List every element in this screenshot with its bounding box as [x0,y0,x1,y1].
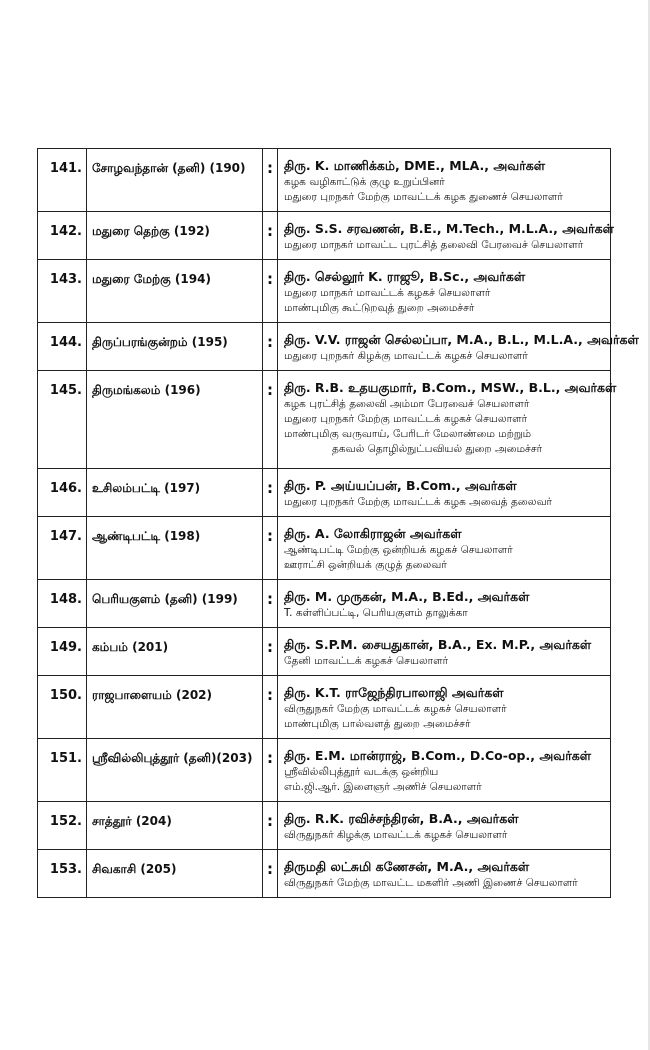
candidate-roles [284,175,608,205]
candidate-name: திரு. R.K. ரவிச்சந்திரன், B.A., அவர்கள் [284,811,519,826]
constituency-name: ஸ்ரீவில்லிபுத்தூர் (தனி)(203) [87,739,263,802]
candidate-role: T. கள்ளிப்பட்டி, பெரியகுளம் தாலுக்கா [284,607,468,619]
constituency-name: திருப்பரங்குன்றம் (195) [87,323,263,371]
candidate-role: எம்.ஜி.ஆர். இளைஞர் அணிச் செயலாளர் [284,781,482,793]
candidate-roles [284,349,608,364]
serial-number: 142. [38,212,87,260]
candidate-roles [284,238,608,253]
serial-number: 149. [38,628,87,676]
candidate-role: மாண்புமிகு வருவாய், பேரிடர் மேலாண்மை மற்றும் [284,428,532,440]
candidate-row [38,676,611,739]
serial-number: 144. [38,323,87,371]
candidate-row [38,517,611,580]
candidate-row [38,469,611,517]
candidate-details [278,517,611,580]
candidate-row [38,580,611,628]
separator-colon: : [263,149,278,212]
constituency-name: மதுரை மேற்கு (194) [87,260,263,323]
separator-colon: : [263,517,278,580]
candidate-role: ஊராட்சி ஒன்றியக் குழுத் தலைவர் [284,559,447,571]
candidate-name: திரு. A. லோகிராஜன் அவர்கள் [284,526,462,541]
separator-colon: : [263,371,278,469]
candidate-details [278,739,611,802]
candidate-role: கழக வழிகாட்டுக் குழு உறுப்பினர் [284,176,445,188]
candidate-role: விருதுநகர் மேற்கு மாவட்ட மகளிர் அணி இணைச் செயலாளர் [284,877,578,889]
candidate-name: திரு. S.P.M. சையதுகான், B.A., Ex. M.P., அவர்கள் [284,637,592,652]
candidate-details [278,802,611,850]
separator-colon: : [263,850,278,898]
candidate-row [38,323,611,371]
constituency-name: கம்பம் (201) [87,628,263,676]
candidate-row [38,628,611,676]
candidate-row [38,802,611,850]
candidate-name: திரு. M. முருகன், M.A., B.Ed., அவர்கள் [284,589,530,604]
candidate-role: கழக புரட்சித் தலைவி அம்மா பேரவைச் செயலாளர் [284,398,530,410]
candidate-role: ஸ்ரீவில்லிபுத்தூர் வடக்கு ஒன்றிய [284,766,439,778]
candidate-role: தகவல் தொழில்நுட்பவியல் துறை அமைச்சர் [332,443,543,455]
serial-number: 141. [38,149,87,212]
candidate-role: மதுரை புறநகர் மேற்கு மாவட்டக் கழக துணைச் செயலாளர் [284,191,563,203]
candidate-roles [284,654,608,669]
candidate-details [278,371,617,469]
serial-number: 150. [38,676,87,739]
candidate-name: திருமதி லட்சுமி கணேசன், M.A., அவர்கள் [284,859,530,874]
candidate-roles [284,765,608,795]
constituency-name: பெரியகுளம் (தனி) (199) [87,580,263,628]
candidate-row [38,371,611,469]
serial-number: 146. [38,469,87,517]
candidate-row [38,739,611,802]
candidate-name: திரு. S.S. சரவணன், B.E., M.Tech., M.L.A., அவர்கள் [284,221,614,236]
serial-number: 153. [38,850,87,898]
candidate-role: மதுரை மாநகர் மாவட்டக் கழகச் செயலாளர் [284,287,491,299]
candidate-roles [284,702,608,732]
separator-colon: : [263,676,278,739]
candidate-details [278,212,614,260]
constituency-name: ஆண்டிபட்டி (198) [87,517,263,580]
separator-colon: : [263,802,278,850]
candidate-roles [284,286,608,316]
candidate-details [278,676,611,739]
candidate-role: தேனி மாவட்டக் கழகச் செயலாளர் [284,655,449,667]
candidate-row [38,149,611,212]
candidate-row [38,212,611,260]
separator-colon: : [263,580,278,628]
serial-number: 145. [38,371,87,469]
candidate-role: மாண்புமிகு பால்வளத் துறை அமைச்சர் [284,718,471,730]
serial-number: 147. [38,517,87,580]
candidate-role: மதுரை மாநகர் மாவட்ட புரட்சித் தலைவி பேரவைச் செயலாளர் [284,239,584,251]
candidate-role: விருதுநகர் கிழக்கு மாவட்டக் கழகச் செயலாளர் [284,829,508,841]
candidate-roles [284,397,608,457]
constituency-name: திருமங்கலம் (196) [87,371,263,469]
candidates-table-body [38,149,639,898]
candidate-row [38,850,611,898]
serial-number: 151. [38,739,87,802]
candidate-details [278,149,611,212]
separator-colon: : [263,628,278,676]
constituency-name: ராஜபாளையம் (202) [87,676,263,739]
candidate-roles [284,828,608,843]
serial-number: 143. [38,260,87,323]
candidate-name: திரு. V.V. ராஜன் செல்லப்பா, M.A., B.L., M.L.A., அவர்கள் [284,332,639,347]
candidate-roles [284,606,608,621]
candidate-role: மதுரை புறநகர் மேற்கு மாவட்டக் கழகச் செயலாளர் [284,413,528,425]
constituency-name: மதுரை தெற்கு (192) [87,212,263,260]
candidate-name: திரு. செல்லூர் K. ராஜூ, B.Sc., அவர்கள் [284,269,526,284]
constituency-name: சாத்தூர் (204) [87,802,263,850]
candidate-role: விருதுநகர் மேற்கு மாவட்டக் கழகச் செயலாளர் [284,703,507,715]
candidate-name: திரு. R.B. உதயகுமார், B.Com., MSW., B.L., அவர்கள் [284,380,617,395]
candidate-name: திரு. K. மாணிக்கம், DME., MLA., அவர்கள் [284,158,546,173]
serial-number: 148. [38,580,87,628]
candidate-name: திரு. P. அய்யப்பன், B.Com., அவர்கள் [284,478,517,493]
candidate-name: திரு. K.T. ராஜேந்திரபாலாஜி அவர்கள் [284,685,504,700]
candidate-name: திரு. E.M. மான்ராஜ், B.Com., D.Co-op., அவர்கள் [284,748,592,763]
separator-colon: : [263,260,278,323]
constituency-name: உசிலம்பட்டி (197) [87,469,263,517]
candidate-details [278,580,611,628]
candidate-details [278,850,611,898]
separator-colon: : [263,323,278,371]
separator-colon: : [263,212,278,260]
candidate-roles [284,543,608,573]
candidate-row [38,260,611,323]
candidate-details [278,323,639,371]
candidates-table [37,148,639,898]
candidate-details [278,469,611,517]
constituency-name: சோழவந்தான் (தனி) (190) [87,149,263,212]
candidate-details [278,260,611,323]
candidate-role: மதுரை புறநகர் மேற்கு மாவட்டக் கழக அவைத் தலைவர் [284,496,552,508]
candidate-role: மாண்புமிகு கூட்டுறவுத் துறை அமைச்சர் [284,302,475,314]
separator-colon: : [263,739,278,802]
candidate-details [278,628,611,676]
candidate-roles [284,495,608,510]
candidate-roles [284,876,608,891]
candidate-role: ஆண்டிபட்டி மேற்கு ஒன்றியக் கழகச் செயலாளர் [284,544,513,556]
constituency-name: சிவகாசி (205) [87,850,263,898]
separator-colon: : [263,469,278,517]
serial-number: 152. [38,802,87,850]
candidate-role: மதுரை புறநகர் கிழக்கு மாவட்டக் கழகச் செயலாளர் [284,350,528,362]
